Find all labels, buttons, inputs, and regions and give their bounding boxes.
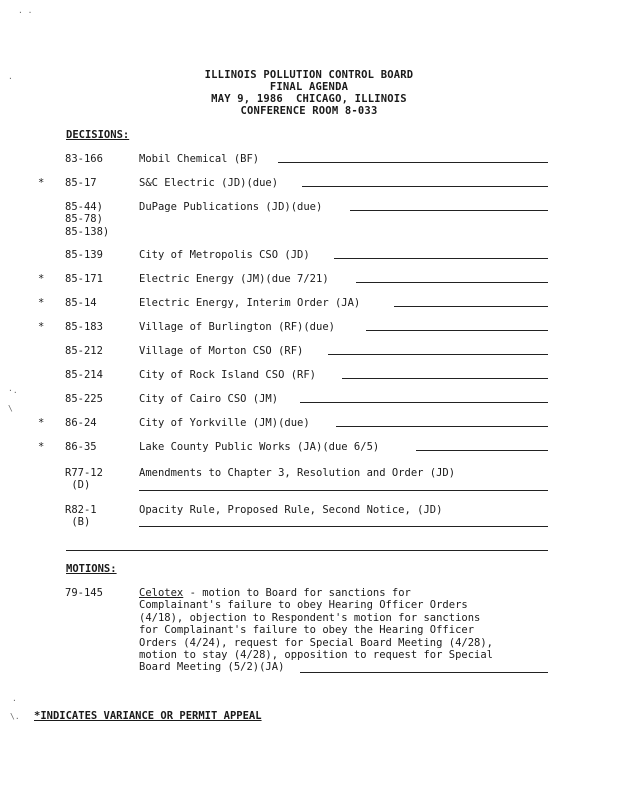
case-description: Lake County Public Works (JA)(due 6/5) <box>139 441 380 453</box>
case-description: Village of Burlington (RF)(due) <box>139 321 335 333</box>
meeting-room: CONFERENCE ROOM 8-033 <box>240 105 378 117</box>
case-number: 85-17 <box>65 177 97 189</box>
appeal-star: * <box>38 177 45 189</box>
footnote-variance-permit: *INDICATES VARIANCE OR PERMIT APPEAL <box>34 710 262 722</box>
scan-speck: · <box>12 696 17 705</box>
motion-line: motion to stay (4/28), opposition to request for Special <box>139 649 494 661</box>
appeal-star: * <box>38 273 45 285</box>
signature-line <box>300 402 548 403</box>
motions-heading: MOTIONS: <box>66 563 117 575</box>
appeal-star: * <box>38 297 45 309</box>
case-description: Electric Energy, Interim Order (JA) <box>139 297 361 309</box>
scan-speck: \. <box>10 712 20 721</box>
case-number: 85-214 <box>65 369 103 381</box>
case-number: 83-166 <box>65 153 103 165</box>
case-description: City of Cairo CSO (JM) <box>139 393 279 405</box>
case-description: City of Metropolis CSO (JD) <box>139 249 310 261</box>
signature-line <box>139 490 548 491</box>
case-number: 85-183 <box>65 321 103 333</box>
case-number: 86-35 <box>65 441 97 453</box>
signature-line <box>350 210 548 211</box>
signature-line <box>366 330 548 331</box>
motion-line: for Complainant's failure to obey the Hearing Officer <box>139 624 475 637</box>
motion-text <box>139 587 411 599</box>
case-description: Village of Morton CSO (RF) <box>139 345 304 357</box>
case-number: 85-212 <box>65 345 103 357</box>
case-number: 85-44) 85-78) 85-138) <box>65 201 110 238</box>
case-description: City of Yorkville (JM)(due) <box>139 417 310 429</box>
signature-line <box>336 426 548 427</box>
meeting-date-location: MAY 9, 1986 CHICAGO, ILLINOIS <box>211 93 407 105</box>
signature-line <box>416 450 548 451</box>
agenda-title: FINAL AGENDA <box>269 81 349 93</box>
signature-line <box>302 186 548 187</box>
signature-line <box>139 526 548 527</box>
case-description: Electric Energy (JM)(due 7/21) <box>139 273 329 285</box>
scan-speck: · <box>8 74 13 83</box>
case-number: R77-12 (D) <box>65 467 103 492</box>
motion-line: Board Meeting (5/2)(JA) <box>139 661 285 674</box>
scan-speck: · · <box>18 8 33 17</box>
case-number: 86-24 <box>65 417 97 429</box>
signature-line <box>394 306 548 307</box>
case-description: S&C Electric (JD)(due) <box>139 177 279 189</box>
signature-line <box>342 378 548 379</box>
case-description: Amendments to Chapter 3, Resolution and Order (JD) <box>139 467 456 479</box>
scan-speck: ·. <box>8 386 18 395</box>
appeal-star: * <box>38 417 45 429</box>
case-number: 85-14 <box>65 297 97 309</box>
case-number: 85-225 <box>65 393 103 405</box>
case-number: 79-145 <box>65 587 103 599</box>
signature-line <box>334 258 548 259</box>
appeal-star: * <box>38 321 45 333</box>
case-number: R82-1 (B) <box>65 504 97 529</box>
motion-line: - motion to Board for sanctions for <box>183 587 411 599</box>
decisions-heading: DECISIONS: <box>66 129 130 141</box>
case-number: 85-139 <box>65 249 103 261</box>
scan-speck: \ <box>8 404 13 413</box>
case-description: Opacity Rule, Proposed Rule, Second Notice, (JD) <box>139 504 443 516</box>
appeal-star: * <box>38 441 45 453</box>
case-description: City of Rock Island CSO (RF) <box>139 369 317 381</box>
blank-line <box>66 550 548 551</box>
case-number: 85-171 <box>65 273 103 285</box>
motion-line: (4/18), objection to Respondent's motion for sanctions <box>139 611 481 624</box>
motion-line: Orders (4/24), request for Special Board Meeting (4/28), <box>139 636 494 649</box>
motion-line: Complainant's failure to obey Hearing Officer Orders <box>139 599 468 612</box>
signature-line <box>300 672 548 673</box>
case-description: DuPage Publications (JD)(due) <box>139 201 323 213</box>
board-name: ILLINOIS POLLUTION CONTROL BOARD <box>204 69 414 81</box>
case-description: Mobil Chemical (BF) <box>139 153 260 165</box>
signature-line <box>328 354 548 355</box>
motion-title: Celotex <box>139 587 184 599</box>
signature-line <box>278 162 548 163</box>
signature-line <box>356 282 548 283</box>
